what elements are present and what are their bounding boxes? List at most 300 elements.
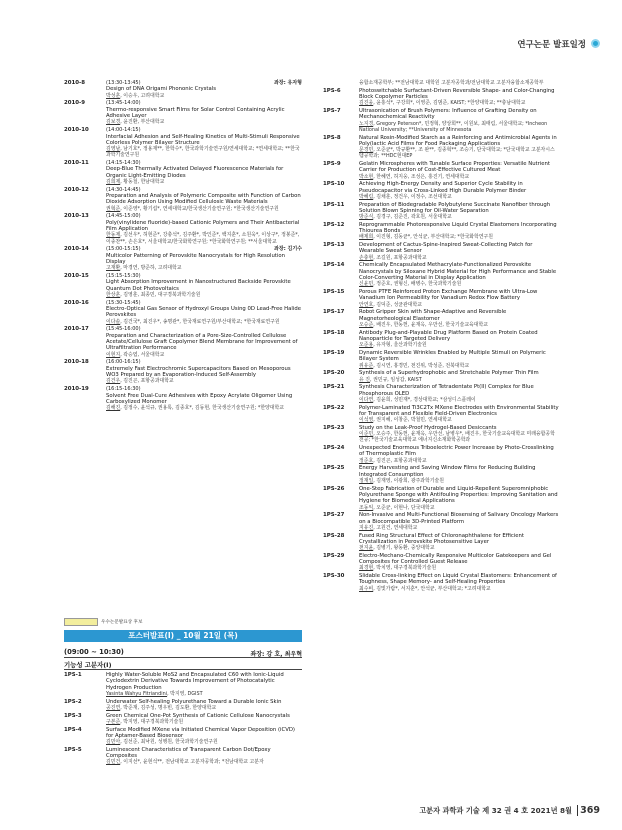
entry-body <box>106 300 302 325</box>
program-entry <box>64 386 302 411</box>
paper-title: Surface Modified MXene via Initiated Chemical Vapor Deposition (iCVD) for Aptamer-Based Biosensor <box>106 726 295 739</box>
entry-code: 2010-17 <box>64 326 89 333</box>
program-entry <box>323 108 559 133</box>
paper-title: One-Step Fabrication of Durable and Liquid-Repellent Superomniphobic Polyurethane Sponge with Antifouling Properties: Improving Sanitation and Hygiene for Biomedical Applications <box>359 485 558 505</box>
entry-body <box>106 747 302 766</box>
paper-title: Gelatin Microspheres with Tunable Surface Properties: Versatile Nutrient Carrier for Production of Cost-Effective Cultured Meat <box>359 161 550 174</box>
entry-body <box>106 699 302 712</box>
coauthors-affiliation: , 권지혜, 이창준, 박철민, 연세대학교 <box>373 417 452 424</box>
program-entry <box>64 80 302 99</box>
paper-authors <box>106 292 302 298</box>
presenter-name: 위유준 <box>359 362 374 369</box>
paper-authors <box>106 352 302 358</box>
presenter-name: 김민아 <box>106 739 121 746</box>
paper-title: Slidable Cross-linking Effect on Liquid Crystal Elastomers: Enhancement of Toughness, Shape Memory- and Self-Healing Properties <box>359 573 557 586</box>
entry-body <box>106 359 302 384</box>
session-title: 기능성 고분자(I) <box>64 661 112 669</box>
paper-title: Underwater Self-healing Polyurethane Toward a Durable Ionic Skin <box>106 698 282 705</box>
entry-code: 1PS-7 <box>323 108 341 114</box>
coauthors-affiliation: , 김영훈, 최종민, 대구경북과학기술원 <box>120 292 201 299</box>
coauthors-affiliation: , 권민규, 임성갑, KAIST <box>370 376 422 383</box>
entry-code: 1PS-23 <box>323 424 345 431</box>
entry-body <box>359 350 559 369</box>
paper-title: Interfacial Adhesion and Self-Healing Kinetics of Multi-Stimuli Responsive Colorless Polymer Bilayer Structure <box>106 133 300 146</box>
coauthors-affiliation: , 김재영, 이광희, 광주과학기술원 <box>373 477 444 484</box>
program-entry <box>323 330 559 349</box>
presenter-name: 이준민 <box>359 431 374 438</box>
paper-title: Preparation and Characterization of a Pore-Size-Controlled Cellulose Acetate/Cellulose Graft Copolymer Blend Membrane for Improvement of Ultrafiltration Performance <box>106 332 298 352</box>
presenter-name: 정재일 <box>359 477 374 484</box>
entry-time: (13:30-13:45) <box>106 80 141 86</box>
paper-authors <box>359 363 559 369</box>
coauthors-affiliation: , 김선준, 최낙원, 성행원, 한국과학기술연구원 <box>120 739 218 746</box>
entry-code: 1PS-17 <box>323 309 345 316</box>
paper-title: Fused Ring Structural Effect of Chloronaphthalene for Efficient Crystallization in Perovskite Photosensitive Layer <box>359 532 524 545</box>
paper-title: Photoswitchable Surfactant-Driven Reversible Shape- and Color-Changing Block Copolymer Particles <box>359 87 555 100</box>
entry-code: 2010-8 <box>64 80 85 86</box>
session-time: (09:00 ~ 10:30) <box>64 648 124 656</box>
entry-time: (15:00-15:15) <box>106 246 141 253</box>
program-entry <box>323 573 559 592</box>
paper-title: Poly(vinylidene fluoride)-based Cationic Polymers and Their Antibacterial Film Application <box>106 219 300 233</box>
paper-authors <box>359 525 559 531</box>
circle-bullet-icon <box>591 39 600 48</box>
coauthors-affiliation: , 윤홍석*, 구강희*, 이영준, 김범준, KAIST; *한양대학교; **충남대학교 <box>373 100 526 107</box>
coauthors-affiliation: , 김덕준, 성균관대학교 <box>373 301 422 308</box>
entry-code: 1PS-3 <box>64 712 82 719</box>
program-entry <box>323 161 559 180</box>
entry-code: 2010-13 <box>64 213 89 220</box>
presenter-name: 오승준 <box>359 321 374 328</box>
paper-authors <box>106 179 302 185</box>
entry-body <box>106 326 302 358</box>
entry-body <box>106 100 302 125</box>
entry-code: 1PS-29 <box>323 552 345 559</box>
entry-body <box>359 405 559 424</box>
paper-authors <box>359 281 559 287</box>
program-entry <box>64 359 302 384</box>
program-entry <box>323 512 559 531</box>
entry-body <box>359 262 559 287</box>
paper-title: Multicolor Patterning of Perovskite Nanocrystals for High Resolution Display <box>106 252 285 266</box>
entry-code: 1PS-15 <box>323 289 345 296</box>
program-entry <box>323 553 559 572</box>
session-chair: 좌장: 강 호, 최우혁 <box>250 651 302 658</box>
entry-body <box>359 309 559 328</box>
paper-title: Non-Invasive and Multi-Functional Biosensing of Salivary Oncology Markers on a Biocompatible 3D-Printed Platform <box>359 512 559 525</box>
entry-body <box>359 88 559 107</box>
program-entry <box>64 187 302 212</box>
program-entry <box>323 242 559 261</box>
entry-body <box>106 187 302 212</box>
coauthors-affiliation: , 김정수, 윤석규, 권용록, 김종호*, 김동현, 한국생산기술연구원; *한양대학교 <box>120 405 284 412</box>
coauthors-affiliation: , 유자형, 울산과학기술원 <box>373 342 427 349</box>
coauthors-affiliation: , 김경구, 김준진, 곽호원, 서울대학교 <box>373 214 452 221</box>
entry-code: 2010-14 <box>64 246 89 253</box>
entry-body <box>359 289 559 308</box>
paper-title: Extremely Fast Electrochromic Supercapacitors Based on Mesoporous WO3 Prepared by an Evaporation-Induced Self-Assembly <box>106 365 291 379</box>
coauthors-affiliation: 융합소재공학부; **전남대학교 대학원 고분자공학과/전남대학교 고분자융합소재공학부 <box>359 80 544 86</box>
entry-code: 1PS-2 <box>64 698 82 705</box>
program-entry <box>323 309 559 328</box>
poster-session-banner: 포스터발표(I) _ 10월 21일 (목) <box>64 630 302 642</box>
divider <box>64 669 302 670</box>
entry-body <box>106 246 302 271</box>
paper-title: Polymer-Laminated Ti3C2Tx MXene Electrodes with Environmental Stability for Transparent and Flexible Field-Driven Electronics <box>359 404 559 417</box>
entry-code: 1PS-11 <box>323 201 345 208</box>
journal-citation: 고분자 과학과 기술 제 32 권 4 호 2021년 8월 <box>419 806 572 815</box>
coauthors-affiliation: , 정준호, 권형신, 배병수, 한국과학기술원 <box>373 281 462 288</box>
entry-time: (15:45-16:00) <box>106 326 141 333</box>
program-entry <box>323 88 559 107</box>
program-entry <box>323 405 559 424</box>
paper-authors <box>106 265 302 271</box>
program-entry <box>323 222 559 241</box>
paper-title: Preparation of Biodegradable Polybutylene Succinate Nanofiber through Solution Blown Spinning for Oil-Water Separation <box>359 201 551 214</box>
entry-time: (14:00-14:15) <box>106 127 141 134</box>
coauthors-affiliation: , Gregory Peterson*, 민정혁, 양상희**, 이원보, 최태림, 서울대학교; *Incheon National University; **University of Minnesota <box>359 120 548 133</box>
paper-title: Luminescent Characteristics of Transparent Carbon Dot/Epoxy Composites <box>106 746 271 760</box>
paper-title: Synthesis of a Superhydrophobic and Stretchable Polymer Thin Film <box>359 370 539 377</box>
entry-body <box>359 181 559 200</box>
coauthors-affiliation: , 조길원, 포항공과대학교 <box>373 254 427 261</box>
coauthors-affiliation: , 김윤희, 성민재*, 경상대학교; *삼성디스플레이 <box>373 396 476 403</box>
presenter-name: 손충현 <box>359 254 374 261</box>
entry-code: 1PS-27 <box>323 512 345 519</box>
page-footer <box>0 803 622 817</box>
coauthors-affiliation: , 이진형, 김동균*, 안석균, 부산대학교; *한국화학연구원 <box>373 234 493 241</box>
entry-body <box>359 222 559 241</box>
divider <box>64 657 302 658</box>
coauthors-affiliation: , 오준균*, 박규환**, 조 완**, 김종혁**, 조승기, 단국대학교; *단국대학교 고분자시스템공학과; **HDC현대EP <box>359 147 555 160</box>
program-entry <box>64 246 302 271</box>
program-entry <box>323 202 559 221</box>
entry-body <box>359 330 559 349</box>
paper-authors <box>359 377 559 383</box>
entry-time: (13:45-14:00) <box>106 100 141 107</box>
coauthors-affiliation: , 고원건, 연세대학교 <box>373 524 418 531</box>
paper-authors <box>359 505 559 511</box>
paper-title: Thermo-responsive Smart Films for Solar Control Containing Acrylic Adhesive Layer <box>106 106 285 120</box>
entry-body <box>359 202 559 221</box>
paper-title: Preparation and Analysis of Polymeric Composite with Function of Carbon Dioxide Adsorption Using Modified Cellulosic Waste Materials <box>106 193 301 206</box>
entry-code: 2010-11 <box>64 160 89 167</box>
entry-time: (14:45-15:00) <box>106 213 141 220</box>
entry-time: (16:15-16:30) <box>106 386 141 393</box>
presenter-name: 배제희 <box>359 234 374 241</box>
entry-code: 2010-19 <box>64 386 89 393</box>
program-entry <box>64 727 302 746</box>
program-entry <box>323 135 559 160</box>
left-column-oral-sessions <box>64 80 302 413</box>
entry-code: 1PS-24 <box>323 445 345 452</box>
entry-code: 1PS-14 <box>323 262 345 269</box>
paper-title: Reprogrammable Photoresponsive Liquid Crystal Elastomers Incorporating Thiourea Bonds <box>359 221 557 235</box>
entry-body <box>359 573 559 592</box>
paper-authors <box>106 739 302 745</box>
program-entry <box>64 160 302 185</box>
paper-authors <box>106 378 302 384</box>
paper-authors <box>359 214 559 220</box>
presenter-name: 조동익 <box>359 504 374 511</box>
entry-body <box>359 370 559 383</box>
paper-authors <box>106 705 302 711</box>
presenter-name: 김희제 <box>106 179 121 186</box>
paper-authors <box>359 322 559 328</box>
program-entry <box>323 181 559 200</box>
program-entry <box>64 213 302 244</box>
entry-code: 1PS-26 <box>323 485 345 492</box>
coauthors-affiliation: , 남기호*, 정용재**, 한학수*, 한국과학기술연구원/연세대학교; *연세대학교; **한국과학기술연구원 <box>106 146 300 159</box>
paper-title: Deep-Blue Thermally Activated Delayed Fluorescence Materials for Organic Light-Emitting Diodes <box>106 166 284 179</box>
presenter-name: 김보경 <box>106 119 121 126</box>
entry-code: 2010-18 <box>64 359 89 366</box>
paper-authors <box>359 80 559 86</box>
program-entry <box>323 533 559 552</box>
presenter-name: 김해진 <box>106 405 121 412</box>
presenter-name: 신윤민 <box>359 281 374 288</box>
paper-title: Green Chemical One-Pot Synthesis of Cationic Cellulose Nanocrystals <box>106 712 290 719</box>
program-entry <box>64 747 302 766</box>
paper-authors <box>359 302 559 308</box>
entry-time: (14:15-14:30) <box>106 160 141 167</box>
presenter-name: 안연호 <box>359 301 374 308</box>
paper-title: Light Absorption Improvement in Nanostructured Backside Perovskite Quantum Dot Photovoltaics <box>106 279 291 292</box>
entry-code: 1PS-13 <box>323 242 345 249</box>
entry-body <box>359 384 559 403</box>
paper-authors <box>359 174 559 180</box>
presenter-name: 오준용 <box>359 342 374 349</box>
paper-authors <box>106 691 302 697</box>
coauthors-affiliation: , 오준균, 이현나, 단국대학교 <box>373 504 435 511</box>
coauthors-affiliation: , 마경연, 방준하, 고려대학교 <box>120 265 182 272</box>
paper-title: Study on the Leak-Proof Hydrogel-Based Desiccants <box>359 424 497 431</box>
coauthors-affiliation: , 배진우, 한동헌, 윤재옥, 우만선, 한국기술교육대학교 <box>373 321 488 328</box>
entry-code: 1PS-18 <box>323 329 345 336</box>
entry-code: 1PS-21 <box>323 384 345 391</box>
left-column-posters <box>64 672 302 767</box>
footer-divider <box>577 805 578 816</box>
presenter-name: 박성훈 <box>106 92 121 99</box>
program-entry <box>323 486 559 511</box>
paper-title: Antibody Plug-and-Playable Drug Platform Based on Protein Coated Nanoparticle for Targeted Delivery <box>359 329 538 342</box>
program-entry <box>64 699 302 712</box>
entry-body <box>106 80 302 99</box>
program-entry <box>64 672 302 697</box>
program-entry <box>323 370 559 383</box>
paper-authors <box>359 565 559 571</box>
paper-authors <box>359 147 559 159</box>
paper-authors <box>359 431 559 443</box>
program-entry <box>323 465 559 484</box>
entry-code: 1PS-10 <box>323 181 345 188</box>
paper-title: Design of DNA Origami Phononic Crystals <box>106 86 216 93</box>
right-column-posters <box>323 80 559 593</box>
program-entry <box>64 713 302 726</box>
program-entry <box>64 273 302 298</box>
entry-body <box>359 242 559 261</box>
entry-code: 1PS-19 <box>323 349 345 356</box>
paper-authors <box>106 93 302 99</box>
program-entry <box>64 100 302 125</box>
entry-code: 2010-15 <box>64 273 89 280</box>
entry-body <box>106 672 302 697</box>
paper-authors <box>359 255 559 261</box>
coauthors-affiliation: , 박치영, 대구경북과학기술원 <box>373 565 437 572</box>
entry-body <box>359 512 559 531</box>
presenter-name: 한동제 <box>106 232 121 239</box>
coauthors-affiliation: , 윤진환, 부산대학교 <box>120 119 165 126</box>
entry-body <box>106 386 302 411</box>
coauthors-affiliation: , 이준영*, 황기섭*, 연세대학교/한국생산기술연구원; *한국생산기술연구원 <box>120 205 279 212</box>
presenter-name: 권혁준 <box>106 205 121 212</box>
program-entry <box>323 80 559 86</box>
entry-body <box>106 213 302 244</box>
coauthors-affiliation: , 박지영, DGIST <box>167 690 203 697</box>
presenter-name: 박혜림 <box>359 193 374 200</box>
paper-title: Natural Rosin-Modified Starch as a Reinforcing and Antimicrobial Agents in Poly(lactic Acid Films for Food Packaging Applications <box>359 134 557 147</box>
paper-title: Energy Harvesting and Saving Window Films for Reducing Building Integrated Consumption <box>359 465 536 478</box>
paper-authors <box>106 405 302 411</box>
paper-authors <box>359 121 559 133</box>
entry-chair: 좌장: 유자형 <box>274 80 302 86</box>
entry-code: 1PS-9 <box>323 161 341 167</box>
presenter-name: 최경현 <box>359 565 374 572</box>
paper-authors <box>106 206 302 212</box>
program-entry <box>323 425 559 444</box>
paper-title: Highly Water-Soluble MoS2 and Encapsulated C60 with Ionic-Liquid Cyclodextrin Derivative Towards Improvement of Photocatalytic Hydrogen Production <box>106 672 284 691</box>
entry-code: 1PS-4 <box>64 726 82 733</box>
entry-body <box>359 553 559 572</box>
paper-title: Synthesis Characterization of Tetradentate Pt(II) Complex for Blue Phosphorous OLED <box>359 384 534 397</box>
paper-authors <box>359 478 559 484</box>
coauthors-affiliation: , 이지선*, 윤현석**, 전남대학교 고분자공학과; *전남대학교 고분자 <box>120 759 264 766</box>
paper-authors <box>106 146 302 158</box>
paper-authors <box>359 342 559 348</box>
coauthors-affiliation: , 김병기, 왕동환, 중앙대학교 <box>373 545 435 552</box>
coauthors-affiliation: , 박준재, 김주성, 명우빈, 김도환, 한양대학교 <box>120 704 217 711</box>
entry-code: 1PS-12 <box>323 221 345 228</box>
coauthors-affiliation: , 오승주, 한동헌, 윤재옥, 우만선, 남병우*, 배진우, 한국기술교육대학교 미래융합공학전공; *한국기술교육대학교 에너지신소재화학공학과 <box>359 431 555 444</box>
entry-code: 2010-12 <box>64 186 89 193</box>
program-entry <box>323 445 559 464</box>
page-header <box>0 38 622 52</box>
coauthors-affiliation: , 박지영, 대구경북과학기술원 <box>120 718 184 725</box>
entry-time: (14:30-14:45) <box>106 186 141 193</box>
presenter-name: 이다솔 <box>106 318 121 325</box>
program-entry <box>323 384 559 403</box>
entry-code: 2010-16 <box>64 299 89 306</box>
entry-body <box>359 486 559 511</box>
coauthors-affiliation: , 황동철, 한남대학교 <box>120 179 165 186</box>
entry-code: 1PS-20 <box>323 370 345 377</box>
paper-authors <box>106 719 302 725</box>
paper-authors <box>106 319 302 325</box>
paper-authors <box>359 417 559 423</box>
presenter-name: 천지윤 <box>359 545 374 552</box>
entry-code: 1PS-6 <box>323 87 341 94</box>
presenter-name: 노지경 <box>359 120 374 127</box>
program-entry <box>64 326 302 358</box>
paper-title: Electro-Optical Gas Sensor of Hydroxyl Groups Using 0D Lead-Free Halide Perovskites <box>106 306 301 319</box>
entry-body <box>359 80 559 86</box>
paper-authors <box>359 586 559 592</box>
entry-time: (15:30-15:45) <box>106 299 141 306</box>
presenter-name: 김건우 <box>106 378 121 385</box>
coauthors-affiliation: , 김빛가람*, 서지훈*, 안석균, 부산대학교; *고려대학교 <box>373 585 491 592</box>
entry-code: 1PS-30 <box>323 573 345 580</box>
entry-code: 2010-10 <box>64 127 89 134</box>
paper-title: Porous PTFE Reinforced Proton Exchange Membrane with Ultra-Low Vanadium Ion Permeability for Vanadium Redox Flow Battery <box>359 289 538 302</box>
presenter-name: 최수비 <box>359 585 374 592</box>
paper-authors <box>106 759 302 765</box>
paper-authors <box>359 194 559 200</box>
presenter-name: 유 진 <box>359 376 371 383</box>
paper-authors <box>359 100 559 106</box>
presenter-name: 구본준 <box>106 718 121 725</box>
presenter-name: 한상훈 <box>106 292 121 299</box>
coauthors-affiliation: , 이승우, 고려대학교 <box>120 92 165 99</box>
paper-title: Ultrasonication of Brush Polymers: Influence of Grafting Density on Mechanochemical Reactivity <box>359 108 537 121</box>
entry-chair: 좌장: 김기수 <box>274 246 302 253</box>
presenter-name: 문경민 <box>359 147 374 154</box>
entry-body <box>359 465 559 484</box>
paper-authors <box>359 545 559 551</box>
presenter-name: 박소현 <box>359 173 374 180</box>
presenter-name: 고재환 <box>106 265 121 272</box>
entry-body <box>359 108 559 133</box>
paper-title: Robot Gripper Skin with Shape-Adaptive and Reversible Magnetorheological Elastomer <box>359 309 507 322</box>
presenter-name: 공진연 <box>106 704 121 711</box>
presenter-name: 지유진 <box>359 524 374 531</box>
coauthors-affiliation: , 곽승엽, 서울대학교 <box>120 351 165 358</box>
entry-code: 1PS-8 <box>323 134 341 141</box>
paper-title: Achieving High-Energy Density and Superior Cycle Stability in Pseudocapacitor via Cross-Linked High Durable Polymer Binder <box>359 181 527 194</box>
program-entry <box>64 300 302 325</box>
paper-title: Solvent Free Dual-Cure Adhesives with Epoxy Acrylate Oligomer Using Carboxylized Monomer <box>106 392 293 405</box>
presenter-name: 정준호 <box>359 457 374 464</box>
coauthors-affiliation: , 김시연, 홍경민, 천진위, 박성준, 전북대학교 <box>373 362 470 369</box>
entry-code: 1PS-22 <box>323 404 345 411</box>
entry-body <box>106 713 302 726</box>
program-entry <box>323 289 559 308</box>
paper-authors <box>106 232 302 244</box>
entry-body <box>359 135 559 160</box>
entry-time: (16:00-16:15) <box>106 359 141 366</box>
paper-title: Development of Cactus-Spine-Inspired Sweat-Collecting Patch for Wearable Sweat Sensor <box>359 242 533 255</box>
paper-authors <box>359 234 559 240</box>
coauthors-affiliation: , 김건국*, 최진우*, 송명관*, 한국재료연구원/부산대학교; *한국재료연구원 <box>120 318 280 325</box>
program-entry <box>323 262 559 287</box>
entry-code: 1PS-28 <box>323 532 345 539</box>
coauthors-affiliation: , 김채훈, 정건우, 이정수, 조선대학교 <box>373 193 452 200</box>
program-entry <box>323 350 559 369</box>
entry-body <box>106 273 302 298</box>
entry-body <box>106 127 302 158</box>
paper-title: Dynamic Reversible Wrinkles Enabled by Multiple Stimuli on Polymeric Bilayer System <box>359 349 546 363</box>
paper-authors <box>359 397 559 403</box>
coauthors-affiliation: , 김진곤, 포항공과대학교 <box>120 378 174 385</box>
entry-code: 1PS-5 <box>64 746 82 753</box>
entry-code <box>323 80 359 86</box>
paper-title: Chemically Encapsulated Methacrylate-Functionalized Perovskite Nanocrystals by Siloxane Hybrid Material for High Performance and Stable Color-Converting Material in Display Application <box>359 262 557 282</box>
page-number: 369 <box>580 805 600 816</box>
entry-code: 2010-9 <box>64 100 85 107</box>
legend <box>64 618 142 626</box>
entry-body <box>359 445 559 464</box>
presenter-name: 김진웅 <box>359 100 374 107</box>
legend-text: 우수논문발표상 후보 <box>101 620 143 625</box>
